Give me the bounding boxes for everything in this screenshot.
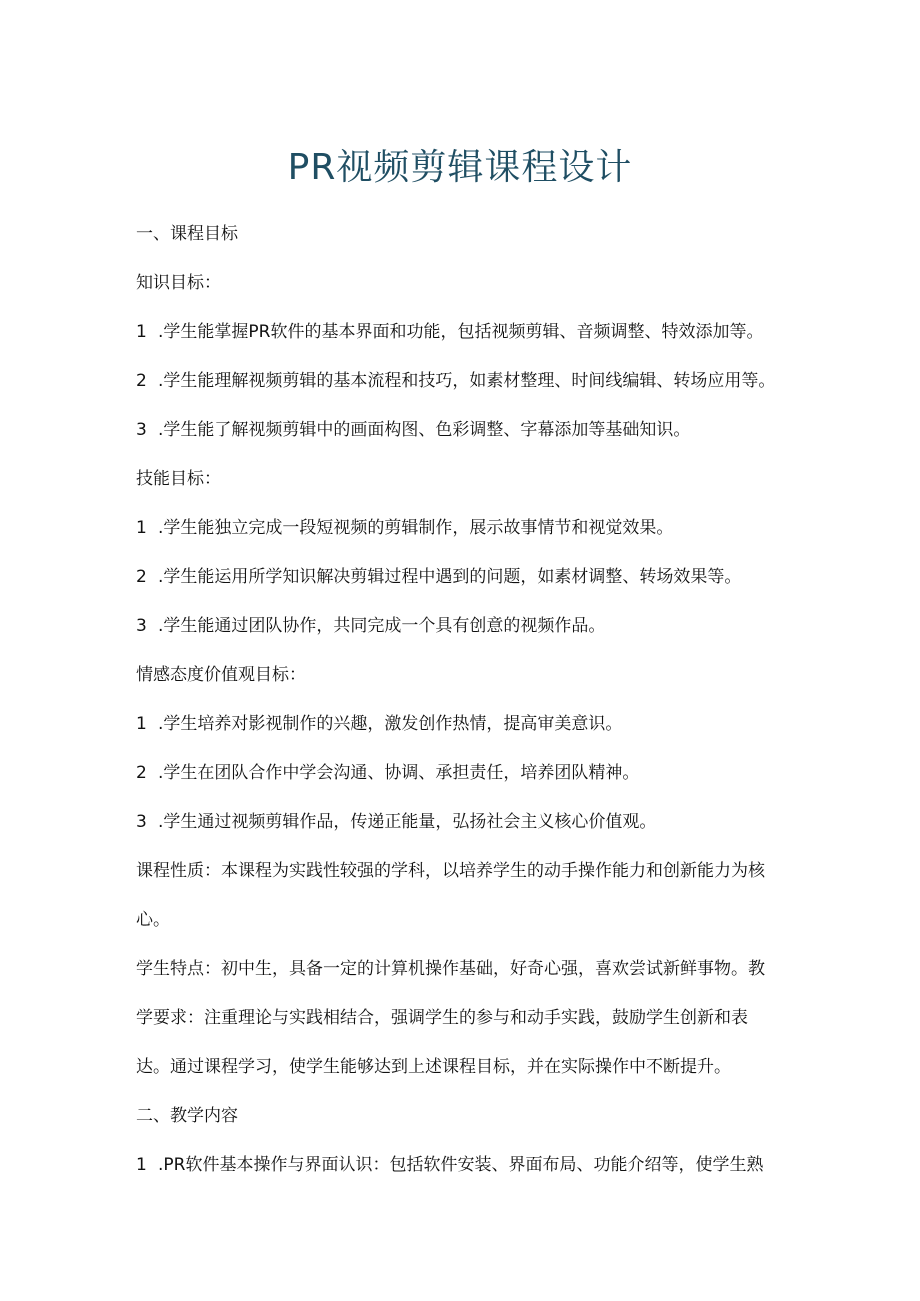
list-item-text: .学生能运用所学知识解决剪辑过程中遇到的问题，如素材调整、转场效果等。 — [158, 567, 742, 587]
list-item — [136, 760, 796, 786]
list-item-text: .学生能通过团队协作，共同完成一个具有创意的视频作品。 — [158, 616, 606, 636]
section-heading-course-goals: 一、课程目标 — [136, 224, 238, 244]
list-item — [136, 368, 796, 394]
section-heading-teaching-content: 二、教学内容 — [136, 1106, 238, 1126]
list-item-text: .PR软件基本操作与界面认识：包括软件安装、界面布局、功能介绍等，使学生熟 — [158, 1155, 764, 1175]
list-item — [136, 319, 796, 345]
list-item-text: .学生能掌握PR软件的基本界面和功能，包括视频剪辑、音频调整、特效添加等。 — [158, 322, 764, 342]
knowledge-goals-heading: 知识目标： — [136, 273, 221, 293]
list-item — [136, 417, 796, 443]
student-features-paragraph-line: 学生特点：初中生，具备一定的计算机操作基础，好奇心强，喜欢尝试新鲜事物。教 — [136, 959, 765, 979]
list-item — [136, 1152, 796, 1178]
list-item-number: 3 — [136, 420, 147, 440]
list-item-text: .学生能独立完成一段短视频的剪辑制作，展示故事情节和视觉效果。 — [158, 518, 674, 538]
list-item-number: 1 — [136, 714, 147, 734]
student-features-paragraph-line: 学要求：注重理论与实践相结合，强调学生的参与和动手实践，鼓励学生创新和表 — [136, 1008, 748, 1028]
list-item — [136, 711, 796, 737]
list-item-number: 1 — [136, 322, 147, 342]
list-item-number: 1 — [136, 1155, 147, 1175]
list-item-text: .学生通过视频剪辑作品，传递正能量，弘扬社会主义核心价值观。 — [158, 812, 657, 832]
document-title: PR视频剪辑课程设计 — [287, 147, 633, 188]
list-item-text: .学生能理解视频剪辑的基本流程和技巧，如素材整理、时间线编辑、转场应用等。 — [158, 371, 776, 391]
list-item — [136, 613, 796, 639]
list-item — [136, 564, 796, 590]
list-item-number: 2 — [136, 567, 147, 587]
course-nature-paragraph-line: 课程性质：本课程为实践性较强的学科，以培养学生的动手操作能力和创新能力为核 — [136, 861, 765, 881]
course-nature-paragraph-line: 心。 — [136, 910, 170, 930]
list-item-number: 3 — [136, 616, 147, 636]
list-item-number: 3 — [136, 812, 147, 832]
list-item-text: .学生在团队合作中学会沟通、协调、承担责任，培养团队精神。 — [158, 763, 640, 783]
list-item-number: 2 — [136, 371, 147, 391]
attitude-goals-heading: 情感态度价值观目标： — [136, 665, 306, 685]
list-item-number: 2 — [136, 763, 147, 783]
student-features-paragraph-line: 达。通过课程学习，使学生能够达到上述课程目标，并在实际操作中不断提升。 — [136, 1057, 731, 1077]
list-item — [136, 515, 796, 541]
list-item-text: .学生能了解视频剪辑中的画面构图、色彩调整、字幕添加等基础知识。 — [158, 420, 691, 440]
list-item-text: .学生培养对影视制作的兴趣，激发创作热情，提高审美意识。 — [158, 714, 623, 734]
skill-goals-heading: 技能目标： — [136, 469, 221, 489]
list-item-number: 1 — [136, 518, 147, 538]
list-item — [136, 809, 796, 835]
